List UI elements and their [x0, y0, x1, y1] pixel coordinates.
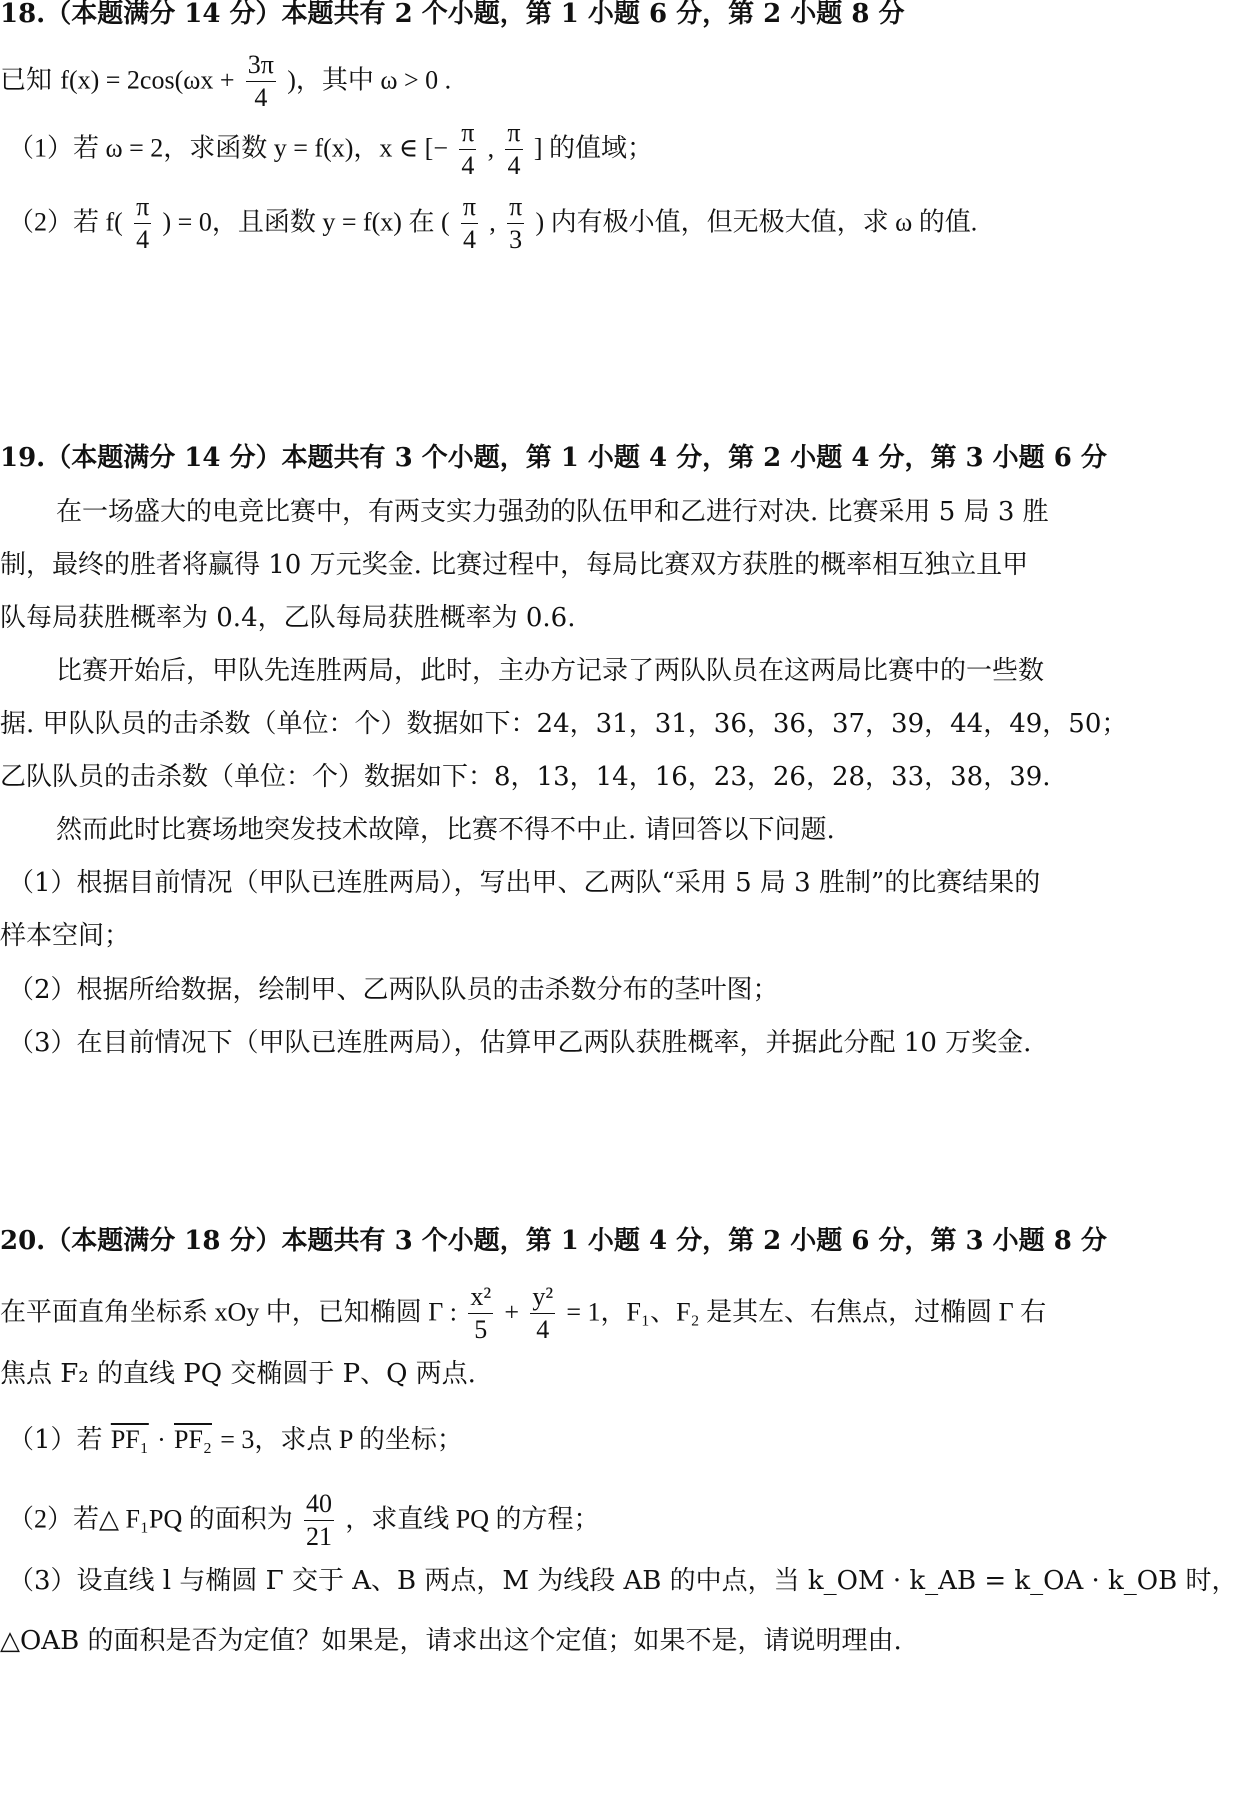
- q20-header: 20.（本题满分 18 分）本题共有 3 个小题，第 1 小题 4 分，第 2 小题 6 分，第 3 小题 8 分: [0, 1226, 1107, 1256]
- q18-part1-comma: ,: [487, 133, 495, 163]
- q19-para1-line2: 制，最终的胜者将赢得 10 万元奖金. 比赛过程中，每局比赛双方获胜的概率相互独立且甲: [0, 550, 1029, 580]
- q18-part2-prefix: （2）若 f(: [8, 207, 123, 237]
- q20-part2-prefix: （2）若△ F₁PQ 的面积为: [8, 1504, 293, 1534]
- q18-given-suffix: )，其中 ω > 0 .: [287, 65, 452, 95]
- fraction-denominator: 4: [507, 151, 521, 180]
- q20-part3-line2: △OAB 的面积是否为定值？如果是，请求出这个定值；如果不是，请说明理由.: [0, 1626, 902, 1656]
- q18-given-prefix: 已知: [0, 65, 53, 96]
- q18-given-func: f(x) = 2cos(ωx +: [60, 65, 235, 95]
- q20-part3-line1: （3）设直线 l 与椭圆 Γ 交于 A、B 两点，M 为线段 AB 的中点，当 k_OM · k_AB = k_OA · k_OB 时，: [8, 1566, 1237, 1596]
- q20-plus: +: [504, 1297, 520, 1327]
- q20-given: [0, 1284, 1046, 1343]
- fraction-numerator: 3π: [246, 52, 276, 82]
- q18-part1: [8, 120, 653, 179]
- q20-vector-pf1: PF₁: [110, 1425, 149, 1454]
- q19-para2-line1: 比赛开始后，甲队先连胜两局，此时，主办方记录了两队队员在这两局比赛中的一些数: [56, 656, 1045, 686]
- fraction-numerator: π: [461, 194, 478, 224]
- fraction-denominator: 4: [254, 83, 268, 112]
- q18-part1-suffix: ] 的值域；: [533, 133, 653, 163]
- q20-part1: [8, 1423, 463, 1457]
- q20-part2: [8, 1491, 600, 1550]
- fraction-numerator: 40: [304, 1491, 334, 1521]
- fraction-numerator: π: [134, 194, 151, 224]
- q18-part2: [8, 194, 977, 253]
- q20-dot: ·: [157, 1425, 166, 1454]
- q18-part1-fraction-2: [505, 120, 522, 179]
- q19-para2-line2: 据. 甲队队员的击杀数（单位：个）数据如下：24，31，31，36，36，37，39，44，49，50；: [0, 709, 1128, 739]
- fraction-numerator: π: [507, 194, 524, 224]
- q20-part2-suffix: ，求直线 PQ 的方程；: [345, 1504, 600, 1534]
- q18-given: [0, 52, 451, 111]
- q20-part1-prefix: （1）若: [8, 1425, 103, 1455]
- q19-para3: 然而此时比赛场地突发技术故障，比赛不得不中止. 请回答以下问题.: [56, 815, 835, 845]
- q18-part2-mid: ) = 0，且函数 y = f(x) 在 (: [162, 207, 450, 237]
- q19-part1-line2: 样本空间；: [0, 921, 131, 951]
- q19-para1-line3: 队每局获胜概率为 0.4，乙队每局获胜概率为 0.6.: [0, 603, 576, 633]
- fraction-numerator: x²: [468, 1284, 493, 1314]
- q19-para2-line3: 乙队队员的击杀数（单位：个）数据如下：8，13，14，16，23，26，28，33，38，39.: [0, 762, 1051, 792]
- q18-part2-suffix: ) 内有极小值，但无极大值，求 ω 的值.: [535, 207, 978, 237]
- fraction-denominator: 21: [306, 1522, 333, 1551]
- q19-part3: （3）在目前情况下（甲队已连胜两局），估算甲乙两队获胜概率，并据此分配 10 万奖金.: [8, 1028, 1032, 1058]
- q18-part2-fraction-1: [134, 194, 151, 253]
- q18-part1-prefix: （1）若 ω = 2，求函数 y = f(x)，x ∈ [−: [8, 133, 448, 163]
- q20-vector-pf2: PF₂: [174, 1425, 212, 1454]
- fraction-denominator: 4: [536, 1315, 550, 1344]
- fraction-numerator: π: [505, 120, 522, 150]
- q18-part2-comma: ,: [489, 207, 496, 237]
- q19-part2: （2）根据所给数据，绘制甲、乙两队队员的击杀数分布的茎叶图；: [8, 975, 779, 1005]
- q18-header: 18.（本题满分 14 分）本题共有 2 个小题，第 1 小题 6 分，第 2 小题 8 分: [0, 0, 905, 29]
- q20-given-suffix: = 1，F₁、F₂ 是其左、右焦点，过椭圆 Γ 右: [566, 1297, 1047, 1327]
- fraction-denominator: 5: [474, 1315, 488, 1344]
- fraction-denominator: 4: [136, 225, 150, 254]
- q20-given-prefix: 在平面直角坐标系 xOy 中，已知椭圆 Γ :: [0, 1297, 458, 1327]
- q18-part1-fraction-1: [459, 120, 476, 179]
- fraction-numerator: y²: [530, 1284, 555, 1314]
- q20-given-line2: 焦点 F₂ 的直线 PQ 交椭圆于 P、Q 两点.: [0, 1359, 476, 1389]
- q20-ellipse-fraction-x: [468, 1284, 493, 1343]
- q19-part1-line1: （1）根据目前情况（甲队已连胜两局），写出甲、乙两队“采用 5 局 3 胜制”的比赛结果的: [8, 868, 1041, 898]
- q20-ellipse-fraction-y: [530, 1284, 555, 1343]
- fraction-numerator: π: [459, 120, 476, 150]
- fraction-denominator: 3: [509, 225, 523, 254]
- q18-given-fraction: [246, 52, 276, 111]
- q20-part2-fraction: [304, 1491, 334, 1550]
- fraction-denominator: 4: [461, 151, 475, 180]
- q19-header: 19.（本题满分 14 分）本题共有 3 个小题，第 1 小题 4 分，第 2 小题 4 分，第 3 小题 6 分: [0, 443, 1107, 473]
- q18-part2-fraction-2: [461, 194, 478, 253]
- q18-part2-fraction-3: [507, 194, 524, 253]
- q19-para1-line1: 在一场盛大的电竞比赛中，有两支实力强劲的队伍甲和乙进行对决. 比赛采用 5 局 3 胜: [56, 497, 1049, 527]
- fraction-denominator: 4: [462, 225, 476, 254]
- q20-part1-suffix: = 3，求点 P 的坐标；: [220, 1425, 463, 1454]
